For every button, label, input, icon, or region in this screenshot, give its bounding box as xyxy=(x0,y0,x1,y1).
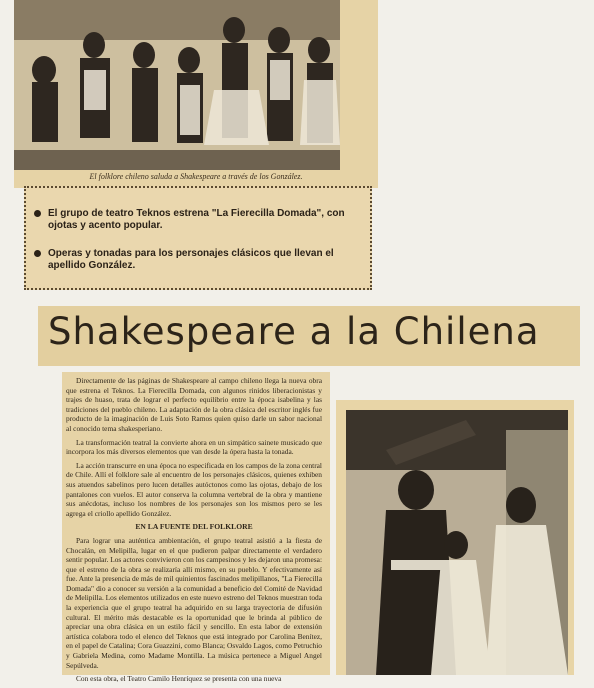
highlight-item xyxy=(48,208,348,232)
photo-caption: El folklore chileno saluda a Shakespeare a través de los González. xyxy=(89,172,303,181)
actors-photo xyxy=(346,410,568,675)
article-paragraph: Con esta obra, el Teatro Camilo Henríquez se presenta con una nueva xyxy=(76,674,282,684)
folklore-dancers-photo xyxy=(14,0,340,170)
bullet-icon xyxy=(34,250,41,257)
article-body xyxy=(66,376,322,688)
article-paragraph: Directamente de las páginas de Shakespeare al campo chileno llega la nueva obra que estrena el Teknos. La Fierecilla Domada, con algunos rinidos liberacionistas y trajes de huaso, trata de lograr el perfecto equilibrio entre la época isabelina y las tradiciones del pueblo chileno. La adaptación de la obra clásica del escritor inglés fue producto de la imaginación de Luis Soto Ramos quien quiso darle un sabor nacional al conocido tema shakesperiano. xyxy=(66,376,322,433)
article-paragraph: Para lograr una auténtica ambientación, el grupo teatral asistió a la fiesta de Chocalán, en Melipilla, lugar en el que pudieron palpar directamente el verdadero sentir popular. Los actores convivieron con los campesinos y les dejaron una promesa: que el estreno de la obra se realizaría allí mismo, en su pueblo. Y efectivamente así fue. Ante la presencia de más de mil quinientos fascinados melipillanos, "La Fierecilla Domada" dio a conocer su versión a la comunidad a beneficio del Comité de Navidad de Melipilla. Los elementos utilizados en este nuevo estreno del Teknos muestran toda la experiencia que el grupo teatral ha adquirido en su larga trayectoria de difusión cultural. El mérito más destacable es la oportunidad que le brinda al público de apreciar una obra clásica en un estilo fácil y sencillo. En esta labor de extensión artística colabora todo el elenco del Teknos que está integrado por Carolina Benítez, en el papel de Catalina; Cora Guazzini, como Blanca; Osvaldo Lagos, como Petruchio y Gabriela Medina, como Madame Montilla. La música pertenece a Miguel Angel Sepúlveda. xyxy=(66,535,322,670)
highlight-text: Operas y tonadas para los personajes clásicos que llevan el apellido González. xyxy=(48,248,334,271)
bullet-icon xyxy=(34,210,41,217)
article-subheading: EN LA FUENTE DEL FOLKLORE xyxy=(135,522,253,532)
highlights-box xyxy=(24,186,372,290)
highlight-text: El grupo de teatro Teknos estrena "La Fierecilla Domada", con ojotas y acento popular. xyxy=(48,208,345,231)
article-paragraph: La acción transcurre en una época no especificada en los campos de la zona central de Chile. Allí el folklore sale al encuentro de los personajes clásicos, quienes exhiben sus atuendos sabelinos pero lucen detalles autóctonos como las ojotas, debajo de los pantalones con vuelos. El autor conserva la columna vertebral de la obra y mantiene sus anécdotas, incluso los nombres de los personajes son los mismos pero se les agrega el criollo apellido González. xyxy=(66,460,322,518)
dancers-image xyxy=(14,0,340,170)
actors-image xyxy=(346,410,568,675)
article-headline: Shakespeare a la Chilena xyxy=(48,310,540,353)
article-paragraph: La transformación teatral la convierte ahora en un simpático sainete musicado que incorpora los más diversos elementos que van desde la ópera hasta la tonada. xyxy=(66,437,322,457)
highlight-item xyxy=(48,248,348,272)
